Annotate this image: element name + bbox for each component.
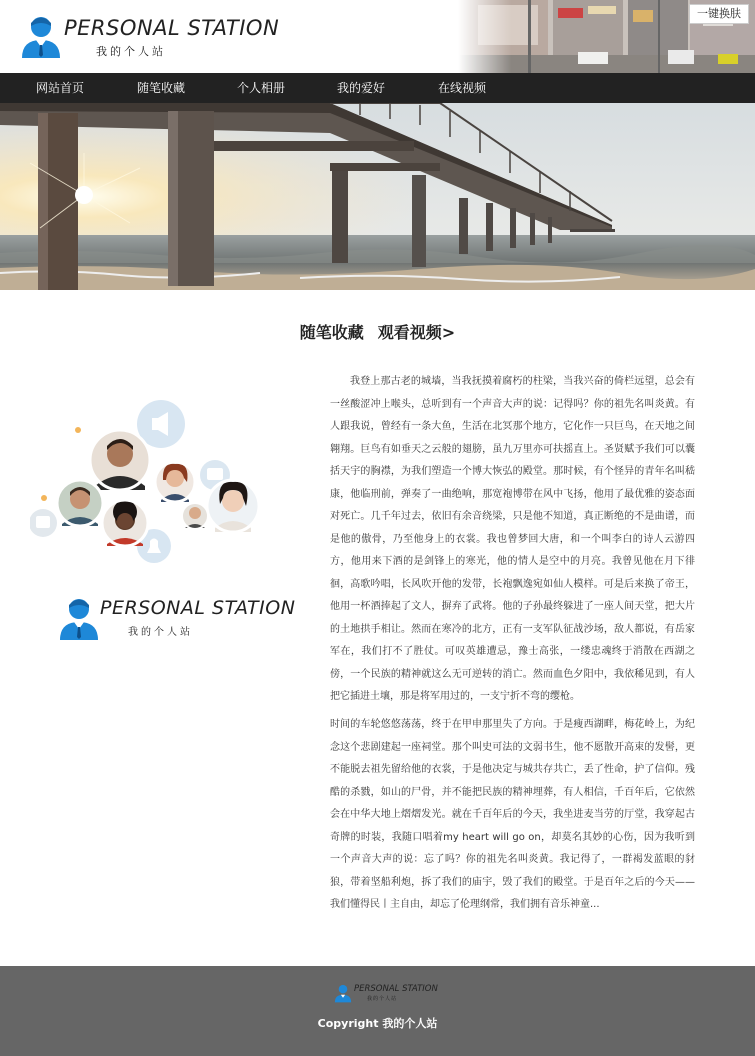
main-nav [0,73,755,103]
footer-logo-title: PERSONAL STATION [354,984,438,994]
nav-item-album[interactable]: 个人相册 [237,81,286,95]
section-heading [0,320,755,343]
section-title-essays[interactable]: 随笔收藏 [299,323,364,342]
nav-item-videos[interactable]: 在线视频 [438,81,487,95]
people-collage-image [30,400,270,575]
article-paragraph: 我登上那古老的城墙，当我抚摸着腐朽的柱梁，当我兴奋的倚栏远望，总会有一丝酸涩冲上喉头，总听到有一个声音大声的说：记得吗？你的祖先名叫炎黄。有人跟我说，曾经有一条大鱼，生活在北冥那个地方，它化作一只巨鸟，在天地之间翱翔。巨鸟有如垂天之云般的翅膀，虽九万里亦可扶摇直上。圣贤赋予我们可以囊括天宇的胸襟，为我们塑造一个博大恢弘的殿堂。那时候，有个怪异的青年名叫嵇康，他临刑前，弹奏了一曲绝响，那宽袍博带在风中飞扬，他用了最优雅的姿态面对死亡。几千年过去，依旧有余音绕梁，只是他不知道，真正断绝的不是曲谱，而是他的傲骨，乃至他身上的衣裳。我也曾梦回大唐，和一个叫李白的诗人云游四方，他用来下酒的是剑锋上的寒光，他的情人是空中的月亮。我曾见他在月下徘徊，高歌吟唱，长风吹开他的发带，长袍飘逸宛如仙人模样。可是后来换了帝王，他用一杯酒捧起了文人，摒弃了武将。他的子孙最终躲进了一座人间天堂，把大片的土地拱手相让。然而在寒冷的北方，正有一支军队征战沙场，敌人都说，有岳家军在，我们打不了胜仗。可叹英雄遭忌，豫士高张，一缕忠魂终于消散在西湖之傍，一个民族的精神就这么无可逆转的消亡。然而血色夕阳中，我依稀见到，有人把它插进土壤，那是将军用过的，一支宁折不弯的缨枪。 [330,376,695,702]
watch-video-link[interactable]: 观看视频> [377,323,456,342]
pier-sunset-image [0,103,755,290]
side-logo-title: PERSONAL STATION [100,597,296,619]
article-paragraph: 时间的车轮悠悠荡荡，终于在甲申那里失了方向。于是瘦西湖畔，梅花岭上，为纪念这个悲剧建起一座祠堂。那个叫史可法的文弱书生，他不愿散开高束的发髻，更不能脱去祖先留给他的衣裳，于是他决定与城共存共亡，丢了性命，护了信仰。残酷的杀戮，如山的尸骨，并不能把民族的精神埋葬，有人相信，千百年后，它依然会在中华大地上熠熠发光。就在千百年后的今天，我坐进麦当劳的厅堂，我穿起古奇牌的时装，我随口唱着my heart will go on，却莫名其妙的心伤，因为我听到一个声音大声的说：忘了吗？你的祖先名叫炎黄。我记得了，一群褐发蓝眼的豺狼，带着坚船利炮，拆了我们的庙宇，毁了我们的殿堂。于是百年之后的今天——我们懂得民丨主自由，却忘了伦理纲常，我们拥有音乐神童... [330,719,695,910]
side-logo [58,596,296,640]
copyright-text: Copyright 我的个人站 [317,1017,438,1030]
site-logo[interactable] [20,14,280,60]
chat-icon [207,468,223,480]
footer-logo[interactable] [334,983,438,1005]
user-avatar-icon [58,596,100,640]
user-avatar-icon [20,14,62,58]
nav-item-hobbies[interactable]: 我的爱好 [337,81,386,95]
logo-title: PERSONAL STATION [64,16,280,40]
site-footer [0,966,755,1056]
nav-item-essays[interactable]: 随笔收藏 [137,81,186,95]
logo-subtitle: 我的个人站 [96,45,166,58]
site-header [0,0,755,73]
gift-icon [36,516,50,528]
skin-switch-button[interactable]: 一键换肤 [689,4,749,24]
hero-banner [0,103,755,290]
nav-item-home[interactable]: 网站首页 [36,81,85,95]
footer-logo-subtitle: 我的个人站 [367,996,398,1002]
side-logo-subtitle: 我的个人站 [128,627,193,638]
user-avatar-icon [334,983,352,1003]
